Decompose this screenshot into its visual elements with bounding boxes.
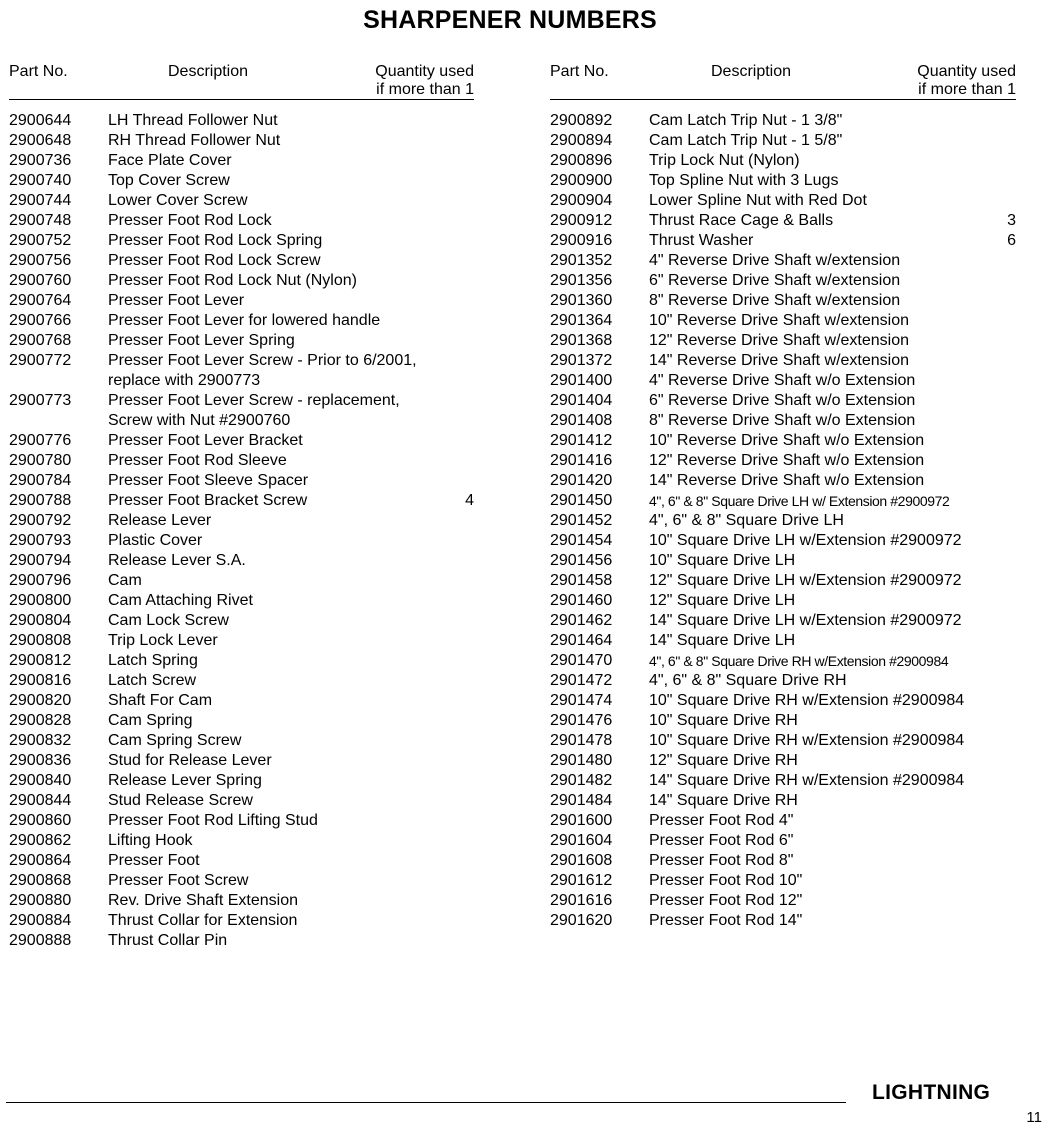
table-row: [550, 771, 1016, 791]
part-number: 2901454: [550, 532, 613, 549]
header-description: Description: [168, 63, 249, 80]
part-number: 2900912: [550, 212, 613, 229]
part-number: 2901476: [550, 712, 613, 729]
part-description: Presser Foot Lever Screw - Prior to 6/2001,: [108, 352, 417, 369]
part-quantity: 6: [1007, 232, 1016, 249]
table-row: [9, 851, 474, 871]
table-row: [9, 431, 474, 451]
part-description: 6" Reverse Drive Shaft w/extension: [649, 272, 901, 289]
part-number: 2900800: [9, 592, 72, 609]
table-row: [550, 791, 1016, 811]
part-number: 2900840: [9, 772, 72, 789]
table-row: [550, 911, 1016, 931]
part-description: Presser Foot Rod 12": [649, 892, 803, 909]
table-row: [550, 291, 1016, 311]
table-row: [9, 531, 474, 551]
part-description: Presser Foot Rod Lock Spring: [108, 232, 323, 249]
part-number: 2900880: [9, 892, 72, 909]
part-description: Presser Foot Lever: [108, 292, 245, 309]
part-number: 2900832: [9, 732, 72, 749]
part-description: 14" Square Drive LH w/Extension #2900972: [649, 612, 962, 629]
table-row: [9, 651, 474, 671]
part-number: 2901352: [550, 252, 613, 269]
table-row: [9, 191, 474, 211]
part-number: 2901368: [550, 332, 613, 349]
table-row: [550, 351, 1016, 371]
part-description: 12" Square Drive LH: [649, 592, 796, 609]
part-number: 2900788: [9, 492, 72, 509]
part-description: 12" Square Drive RH: [649, 752, 798, 769]
part-description: Thrust Race Cage & Balls: [649, 212, 834, 229]
part-description: 12" Square Drive LH w/Extension #2900972: [649, 572, 962, 589]
table-row: [9, 371, 474, 391]
part-description: Cam Latch Trip Nut - 1 5/8": [649, 132, 843, 149]
part-number: 2900794: [9, 552, 72, 569]
part-description: Presser Foot Sleeve Spacer: [108, 472, 309, 489]
part-number: 2901408: [550, 412, 613, 429]
parts-table-right: [550, 61, 1016, 931]
part-description: 14" Square Drive RH: [649, 792, 798, 809]
part-number: 2900648: [9, 132, 72, 149]
table-row: [9, 491, 474, 511]
header-part-no: Part No.: [9, 63, 68, 80]
table-row: [9, 831, 474, 851]
part-description: 10" Reverse Drive Shaft w/o Extension: [649, 432, 925, 449]
part-number: 2900884: [9, 912, 72, 929]
table-row: [9, 691, 474, 711]
part-description: Release Lever: [108, 512, 212, 529]
part-number: 2901474: [550, 692, 613, 709]
part-number: 2900776: [9, 432, 72, 449]
table-row: [550, 751, 1016, 771]
part-number: 2900793: [9, 532, 72, 549]
part-number: 2900812: [9, 652, 72, 669]
part-number: 2901460: [550, 592, 613, 609]
table-row: [550, 691, 1016, 711]
table-row: [9, 871, 474, 891]
part-description: Presser Foot Lever for lowered handle: [108, 312, 381, 329]
parts-list-left: [9, 111, 474, 951]
table-row: [9, 131, 474, 151]
table-row: [9, 251, 474, 271]
part-description: Trip Lock Lever: [108, 632, 218, 649]
part-description: Presser Foot Lever Spring: [108, 332, 295, 349]
part-number: 2901600: [550, 812, 613, 829]
part-number: 2900904: [550, 192, 613, 209]
part-description: Stud for Release Lever: [108, 752, 272, 769]
part-number: 2900896: [550, 152, 613, 169]
table-row: [550, 831, 1016, 851]
part-number: 2900844: [9, 792, 72, 809]
part-number: 2900766: [9, 312, 72, 329]
part-description: 8" Reverse Drive Shaft w/extension: [649, 292, 901, 309]
table-row: [550, 511, 1016, 531]
table-row: [9, 511, 474, 531]
table-row: [550, 151, 1016, 171]
table-row: [550, 391, 1016, 411]
part-number: 2901480: [550, 752, 613, 769]
part-number: 2901452: [550, 512, 613, 529]
header-quantity-line1: Quantity used: [375, 63, 474, 80]
table-row: [550, 631, 1016, 651]
table-row: [9, 811, 474, 831]
part-number: 2900773: [9, 392, 72, 409]
page-title: SHARPENER NUMBERS: [363, 6, 657, 34]
table-row: [9, 171, 474, 191]
part-number: 2900780: [9, 452, 72, 469]
part-number: 2900740: [9, 172, 72, 189]
part-description: Presser Foot Lever Bracket: [108, 432, 303, 449]
part-description: Plastic Cover: [108, 532, 203, 549]
part-description: Lower Cover Screw: [108, 192, 248, 209]
table-row: [550, 371, 1016, 391]
table-row: [550, 531, 1016, 551]
part-number: 2900820: [9, 692, 72, 709]
table-row: [9, 771, 474, 791]
table-row: [550, 591, 1016, 611]
part-number: 2901412: [550, 432, 613, 449]
part-description: 10" Square Drive RH w/Extension #2900984: [649, 732, 965, 749]
table-row: [550, 331, 1016, 351]
part-number: 2901458: [550, 572, 613, 589]
part-description: Release Lever S.A.: [108, 552, 246, 569]
part-number: 2900752: [9, 232, 72, 249]
part-number: 2901400: [550, 372, 613, 389]
table-row: [9, 791, 474, 811]
part-number: 2900760: [9, 272, 72, 289]
table-row: [9, 331, 474, 351]
part-description: Shaft For Cam: [108, 692, 213, 709]
header-description: Description: [711, 63, 792, 80]
table-row: [550, 671, 1016, 691]
part-description: Presser Foot: [108, 852, 200, 869]
part-description: Stud Release Screw: [108, 792, 253, 809]
part-number: 2900756: [9, 252, 72, 269]
part-description: 14" Reverse Drive Shaft w/extension: [649, 352, 910, 369]
part-description: RH Thread Follower Nut: [108, 132, 281, 149]
part-quantity: 3: [1007, 212, 1016, 229]
part-number: 2900828: [9, 712, 72, 729]
part-description: Presser Foot Rod 4": [649, 812, 794, 829]
part-number: 2901372: [550, 352, 613, 369]
table-row: [9, 911, 474, 931]
part-description: 4" Reverse Drive Shaft w/extension: [649, 252, 901, 269]
part-number: 2900796: [9, 572, 72, 589]
table-row: [550, 431, 1016, 451]
table-row: [550, 651, 1016, 671]
part-number: 2900736: [9, 152, 72, 169]
part-description: Latch Spring: [108, 652, 198, 669]
part-number: 2900836: [9, 752, 72, 769]
part-number: 2901482: [550, 772, 613, 789]
part-description: 10" Square Drive RH w/Extension #2900984: [649, 692, 965, 709]
part-description: Presser Foot Screw: [108, 872, 249, 889]
header-part-no: Part No.: [550, 63, 609, 80]
part-number: 2900860: [9, 812, 72, 829]
part-description: 10" Reverse Drive Shaft w/extension: [649, 312, 910, 329]
table-row: [550, 731, 1016, 751]
part-description: 14" Square Drive RH w/Extension #2900984: [649, 772, 965, 789]
part-description: Face Plate Cover: [108, 152, 232, 169]
header-quantity-line2: if more than 1: [918, 81, 1016, 98]
table-row: [550, 871, 1016, 891]
part-number: 2901364: [550, 312, 613, 329]
part-number: 2901616: [550, 892, 613, 909]
table-header: [9, 61, 474, 100]
header-quantity-line2: if more than 1: [376, 81, 474, 98]
brand-logo: LIGHTNING: [872, 1081, 991, 1104]
part-description: 10" Square Drive RH: [649, 712, 798, 729]
table-row: [9, 351, 474, 371]
part-number: 2900864: [9, 852, 72, 869]
table-row: [550, 891, 1016, 911]
part-number: 2900768: [9, 332, 72, 349]
part-description: Presser Foot Rod 6": [649, 832, 794, 849]
part-description: Top Cover Screw: [108, 172, 230, 189]
part-description: Presser Foot Rod 14": [649, 912, 803, 929]
table-row: [550, 271, 1016, 291]
table-row: [550, 551, 1016, 571]
part-description: 12" Reverse Drive Shaft w/extension: [649, 332, 910, 349]
part-number: 2901612: [550, 872, 613, 889]
part-description: Presser Foot Rod 8": [649, 852, 794, 869]
part-number: 2901360: [550, 292, 613, 309]
part-description: 4", 6" & 8" Square Drive LH: [649, 512, 844, 529]
table-row: [9, 391, 474, 411]
part-description: Presser Foot Lever Screw - replacement,: [108, 392, 400, 409]
table-row: [9, 211, 474, 231]
part-description: Cam Spring: [108, 712, 193, 729]
part-number: 2901356: [550, 272, 613, 289]
part-number: 2901450: [550, 492, 613, 509]
table-row: [9, 411, 474, 431]
table-header: [550, 61, 1016, 100]
part-description: Screw with Nut #2900760: [108, 412, 291, 429]
part-number: 2900772: [9, 352, 72, 369]
part-description: 10" Square Drive LH w/Extension #2900972: [649, 532, 962, 549]
part-number: 2901620: [550, 912, 613, 929]
part-number: 2901420: [550, 472, 613, 489]
part-description: Cam Latch Trip Nut - 1 3/8": [649, 112, 843, 129]
table-row: [550, 611, 1016, 631]
table-row: [9, 291, 474, 311]
table-row: [9, 111, 474, 131]
table-row: [550, 191, 1016, 211]
part-description: Cam Lock Screw: [108, 612, 229, 629]
table-row: [550, 851, 1016, 871]
part-number: 2900916: [550, 232, 613, 249]
header-quantity-line1: Quantity used: [917, 63, 1016, 80]
part-description: Presser Foot Rod Lock: [108, 212, 272, 229]
part-number: 2900804: [9, 612, 72, 629]
part-description: 12" Reverse Drive Shaft w/o Extension: [649, 452, 925, 469]
part-number: 2900862: [9, 832, 72, 849]
part-description: Cam Attaching Rivet: [108, 592, 253, 609]
header-quantity: [917, 63, 1016, 99]
table-row: [9, 231, 474, 251]
table-row: [9, 731, 474, 751]
table-row: [9, 551, 474, 571]
part-number: 2901608: [550, 852, 613, 869]
table-row: [550, 451, 1016, 471]
part-number: 2900784: [9, 472, 72, 489]
part-description: 14" Reverse Drive Shaft w/o Extension: [649, 472, 925, 489]
table-row: [550, 571, 1016, 591]
table-row: [550, 251, 1016, 271]
part-number: 2901484: [550, 792, 613, 809]
part-description: Presser Foot Rod 10": [649, 872, 803, 889]
table-row: [550, 411, 1016, 431]
part-description: Lifting Hook: [108, 832, 193, 849]
part-description: Lower Spline Nut with Red Dot: [649, 192, 867, 209]
part-description: 6" Reverse Drive Shaft w/o Extension: [649, 392, 916, 409]
part-description: replace with 2900773: [108, 372, 261, 389]
part-number: 2901472: [550, 672, 613, 689]
table-row: [550, 111, 1016, 131]
table-row: [9, 471, 474, 491]
part-number: 2901404: [550, 392, 613, 409]
table-row: [9, 631, 474, 651]
part-number: 2901464: [550, 632, 613, 649]
page-number: 11: [1026, 1109, 1042, 1126]
part-description: 8" Reverse Drive Shaft w/o Extension: [649, 412, 916, 429]
part-number: 2901462: [550, 612, 613, 629]
table-row: [550, 811, 1016, 831]
part-number: 2900816: [9, 672, 72, 689]
part-number: 2900644: [9, 112, 72, 129]
table-row: [9, 611, 474, 631]
table-row: [550, 131, 1016, 151]
part-description: Cam Spring Screw: [108, 732, 242, 749]
part-description: 14" Square Drive LH: [649, 632, 796, 649]
part-description: LH Thread Follower Nut: [108, 112, 278, 129]
table-row: [9, 571, 474, 591]
table-row: [9, 671, 474, 691]
part-description: 4" Reverse Drive Shaft w/o Extension: [649, 372, 916, 389]
part-number: 2900744: [9, 192, 72, 209]
table-row: [550, 211, 1016, 231]
table-row: [550, 231, 1016, 251]
table-row: [550, 491, 1016, 511]
part-number: 2901604: [550, 832, 613, 849]
table-row: [9, 751, 474, 771]
parts-list-right: [550, 111, 1016, 931]
part-number: 2900808: [9, 632, 72, 649]
part-description: 4", 6" & 8" Square Drive RH w/Extension #2900984: [649, 653, 949, 669]
part-description: 10" Square Drive LH: [649, 552, 796, 569]
table-row: [550, 311, 1016, 331]
part-description: Trip Lock Nut (Nylon): [649, 152, 800, 169]
table-row: [9, 271, 474, 291]
table-row: [9, 451, 474, 471]
part-description: 4", 6" & 8" Square Drive LH w/ Extension #2900972: [649, 493, 950, 509]
part-number: 2901478: [550, 732, 613, 749]
part-quantity: 4: [465, 492, 474, 509]
footer-rule: [6, 1102, 846, 1103]
part-description: Thrust Washer: [649, 232, 754, 249]
part-description: 4", 6" & 8" Square Drive RH: [649, 672, 847, 689]
part-description: Presser Foot Rod Lock Nut (Nylon): [108, 272, 357, 289]
table-row: [9, 711, 474, 731]
part-number: 2900764: [9, 292, 72, 309]
table-row: [9, 931, 474, 951]
part-number: 2900748: [9, 212, 72, 229]
table-row: [550, 471, 1016, 491]
table-row: [9, 591, 474, 611]
table-row: [550, 711, 1016, 731]
part-number: 2900888: [9, 932, 72, 949]
part-description: Thrust Collar for Extension: [108, 912, 298, 929]
part-description: Release Lever Spring: [108, 772, 262, 789]
part-description: Rev. Drive Shaft Extension: [108, 892, 299, 909]
part-description: Presser Foot Rod Lock Screw: [108, 252, 321, 269]
part-number: 2901456: [550, 552, 613, 569]
table-row: [9, 311, 474, 331]
part-description: Thrust Collar Pin: [108, 932, 228, 949]
part-number: 2900892: [550, 112, 613, 129]
part-number: 2901470: [550, 652, 613, 669]
part-number: 2900868: [9, 872, 72, 889]
part-number: 2901416: [550, 452, 613, 469]
part-description: Cam: [108, 572, 142, 589]
table-row: [9, 151, 474, 171]
part-description: Top Spline Nut with 3 Lugs: [649, 172, 839, 189]
part-description: Presser Foot Bracket Screw: [108, 492, 308, 509]
part-number: 2900900: [550, 172, 613, 189]
part-description: Presser Foot Rod Lifting Stud: [108, 812, 318, 829]
part-description: Presser Foot Rod Sleeve: [108, 452, 287, 469]
table-row: [9, 891, 474, 911]
part-description: Latch Screw: [108, 672, 197, 689]
part-number: 2900894: [550, 132, 613, 149]
parts-table-left: [9, 61, 474, 951]
part-number: 2900792: [9, 512, 72, 529]
table-row: [550, 171, 1016, 191]
header-quantity: [375, 63, 474, 99]
